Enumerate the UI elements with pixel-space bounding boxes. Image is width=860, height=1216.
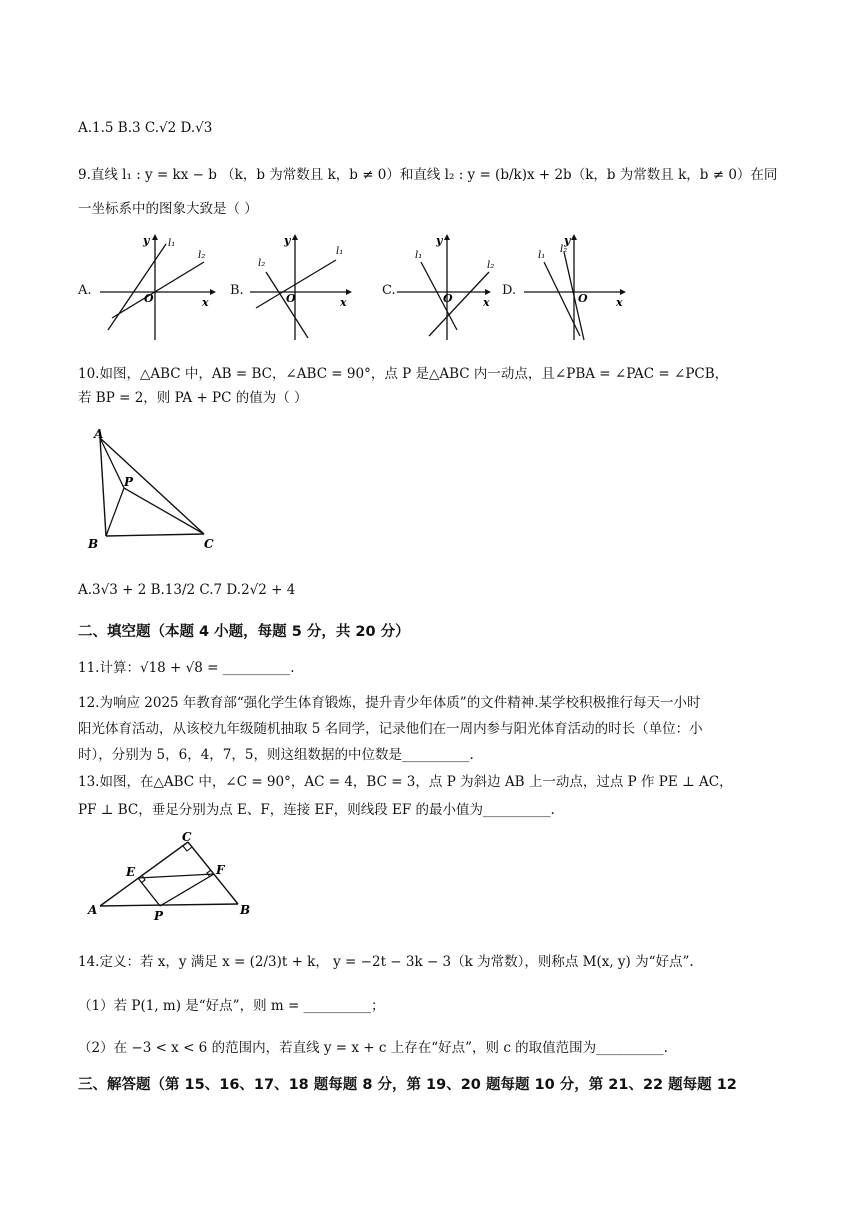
origin-label: O (286, 292, 296, 305)
l1-label: l₁ (415, 250, 423, 261)
l2-label: l₂ (560, 244, 568, 255)
y-axis-label: y (143, 234, 150, 247)
q10-text-line1: 10.如图，△ABC 中，AB = BC，∠ABC = 90°，点 P 是△ABC 内一动点，且∠PBA = ∠PAC = ∠PCB， (78, 366, 729, 382)
q10-options: A.3√3 + 2 B.13/2 C.7 D.2√2 + 4 (78, 582, 296, 598)
q8-options: A.1.5 B.3 C.√2 D.√3 (78, 120, 213, 136)
q9-option-b-label: B. (230, 283, 244, 298)
x-axis-label: x (202, 296, 209, 309)
l1-label: l₁ (168, 238, 176, 249)
origin-label: O (144, 292, 154, 305)
q12-text-line1: 12.为响应 2025 年教育部“强化学生体育锻炼，提升青少年体质”的文件精神.某学校积极推行每天一小时 (78, 695, 701, 711)
point-f-label: F (216, 863, 225, 877)
l2-label: l₂ (487, 260, 495, 271)
point-e-label: E (126, 865, 136, 879)
q12-text-line3: 时），分别为 5，6，4，7，5，则这组数据的中位数是__________. (78, 747, 474, 763)
x-axis-label: x (483, 296, 490, 309)
q11-text: 11.计算：√18 + √8 = __________. (78, 660, 295, 676)
l2-label: l₂ (198, 250, 206, 261)
y-axis-label: y (284, 234, 291, 247)
x-axis-label: x (340, 296, 347, 309)
point-p-label: P (154, 909, 164, 922)
origin-label: O (578, 292, 588, 305)
y-axis-label: y (436, 234, 443, 247)
vertex-b-label: B (240, 903, 251, 917)
q9-option-a-label: A. (78, 283, 92, 298)
l1-label: l₁ (538, 250, 546, 261)
q9-graph-a (98, 232, 218, 344)
x-axis-label: x (616, 296, 623, 309)
q9-option-c-label: C. (382, 283, 396, 298)
q9-text-line1: 9.直线 l₁ : y = kx − b （k，b 为常数且 k，b ≠ 0）和直线 l₂ : y = (b/k)x + 2b（k，b 为常数且 k，b ≠ 0）在同 (78, 167, 778, 183)
q10-triangle-figure (84, 424, 224, 554)
vertex-c-label: C (204, 537, 214, 551)
q13-text-line2: PF ⊥ BC，垂足分别为点 E、F，连接 EF，则线段 EF 的最小值为__________. (78, 802, 555, 818)
q14-part2: （2）在 −3 < x < 6 的范围内，若直线 y = x + c 上存在“好点”，则 c 的取值范围为__________. (78, 1040, 668, 1056)
q9-graph-c (395, 232, 500, 344)
l2-label: l₂ (258, 258, 266, 269)
section-3-heading: 三、解答题（第 15、16、17、18 题每题 8 分，第 19、20 题每题 10 分，第 21、22 题每题 12 (78, 1077, 737, 1093)
point-p-label: P (124, 475, 134, 489)
q9-graph-d (522, 232, 632, 344)
q14-text-line1: 14.定义：若 x，y 满足 x = (2/3)t + k， y = −2t − 3k − 3（k 为常数），则称点 M(x, y) 为“好点”. (78, 954, 694, 970)
section-2-heading: 二、填空题（本题 4 小题，每题 5 分，共 20 分） (78, 624, 410, 640)
vertex-a-label: A (88, 903, 98, 917)
q9-text-line2: 一坐标系中的图象大致是（ ） (78, 201, 258, 217)
q13-triangle-figure (86, 828, 258, 922)
y-axis-label: y (564, 234, 571, 247)
l1-label: l₁ (336, 246, 344, 257)
vertex-c-label: C (182, 830, 192, 844)
q10-text-line2: 若 BP = 2，则 PA + PC 的值为（ ） (78, 390, 308, 406)
q14-part1: （1）若 P(1, m) 是“好点”，则 m = __________； (78, 998, 385, 1014)
q12-text-line2: 阳光体育活动，从该校九年级随机抽取 5 名同学，记录他们在一周内参与阳光体育活动的时长（单位：小 (78, 721, 703, 737)
vertex-b-label: B (88, 537, 99, 551)
vertex-a-label: A (94, 427, 104, 441)
q9-option-d-label: D. (502, 283, 517, 298)
origin-label: O (443, 292, 453, 305)
q13-text-line1: 13.如图，在△ABC 中，∠C = 90°，AC = 4，BC = 3，点 P 为斜边 AB 上一动点，过点 P 作 PE ⊥ AC， (78, 774, 733, 790)
q9-graph-b (248, 232, 358, 344)
